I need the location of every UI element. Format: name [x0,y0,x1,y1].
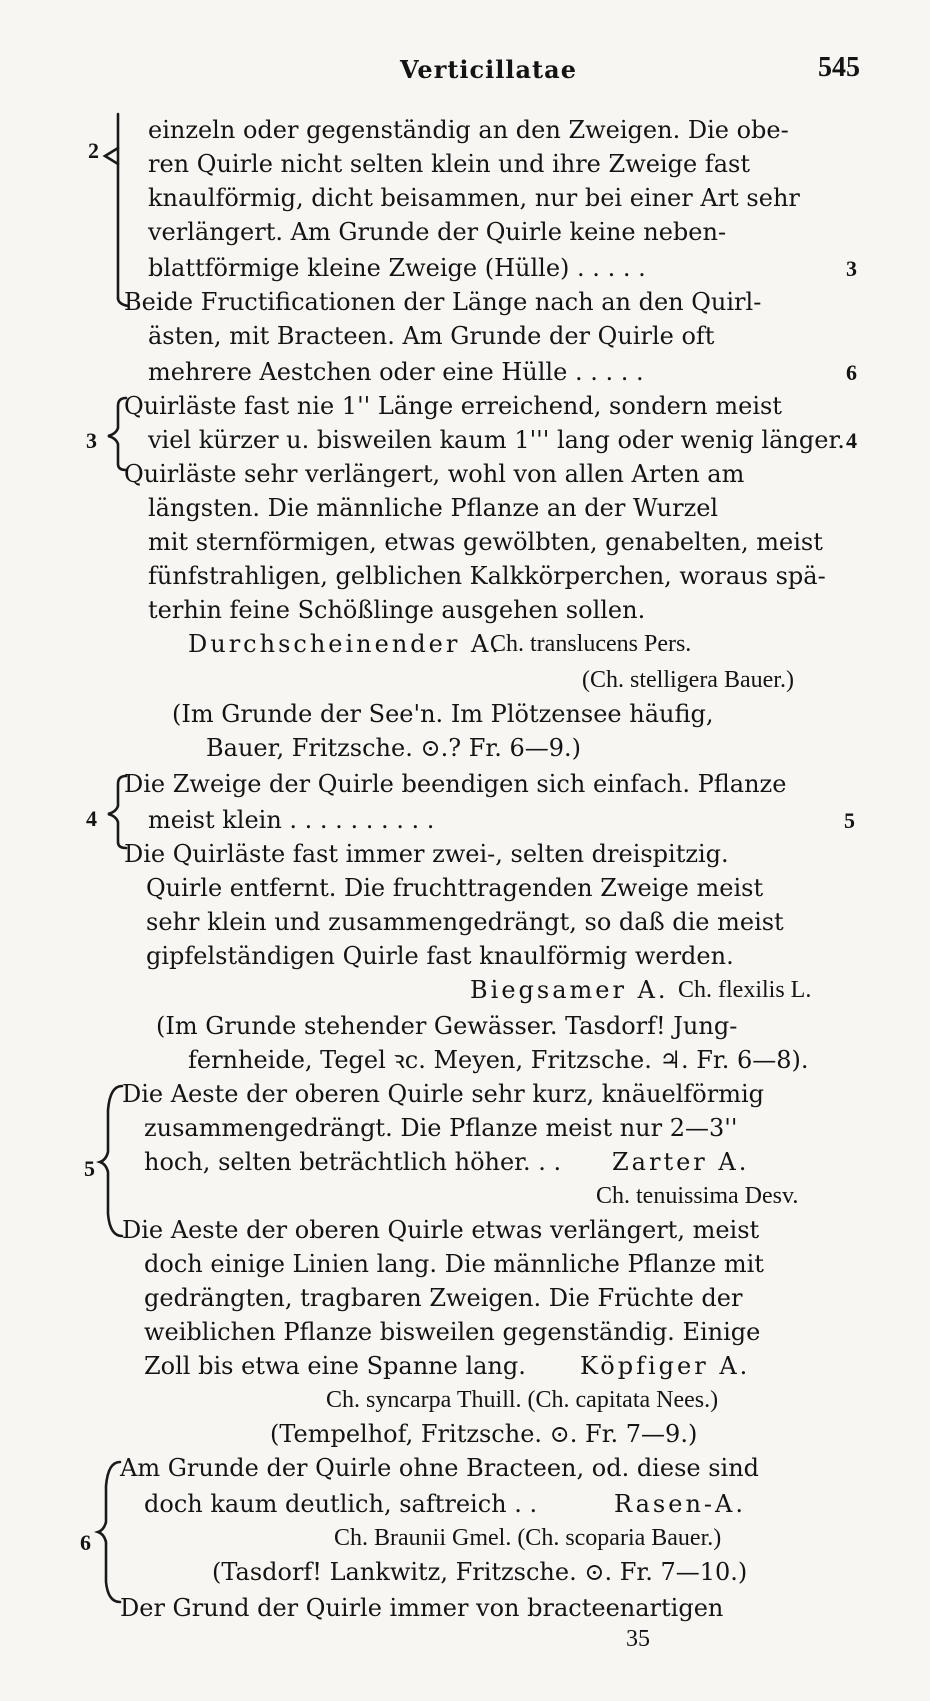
lead-4a-line-1: Die Zweige der Quirle beendigen sich einfach. Pflanze [124,770,787,798]
lead-3a-line-2: viel kürzer u. bisweilen kaum 1''' lang oder wenig länger. [148,426,845,454]
lead-6a-line-1: Am Grunde der Quirle ohne Bracteen, od. diese sind [120,1454,760,1482]
species-4-latin: Ch. syncarpa Thuill. (Ch. capitata Nees.) [326,1387,719,1413]
lead-5a-line-3: hoch, selten beträchtlich höher. . . [144,1148,562,1176]
key-number-6: 6 [80,1530,91,1555]
lead-6a-line-2: doch kaum deutlich, saftreich . . [144,1490,538,1518]
lead-2a-line-5: blattförmige kleine Zweige (Hülle) . . . . . [148,254,646,282]
species-1-latin: Ch. translucens Pers. [490,631,692,657]
lead-4b-line-4: gipfelständigen Quirle fast knaulförmig werden. [146,942,734,970]
lead-2a-target: 3 [846,256,857,281]
lead-4b-line-3: sehr klein und zusammengedrängt, so daß die meist [146,908,784,936]
lead-3b-line-2: längsten. Die männliche Pflanze an der Wurzel [148,494,719,522]
species-2-name: Biegsamer A. [470,976,669,1004]
lead-4a-target: 5 [844,808,855,833]
signature-mark: 35 [626,1626,650,1652]
lead-5a-line-2: zusammengedrängt. Die Pflanze meist nur 2—3'' [144,1114,738,1142]
species-1-name: Durchscheinender A. [188,630,502,658]
lead-3b-line-4: fünfstrahligen, gelblichen Kalkkörperchen, woraus spä- [148,562,826,590]
lead-5a-line-1: Die Aeste der oberen Quirle sehr kurz, knäuelförmig [122,1080,765,1108]
lead-2b-line-3: mehrere Aestchen oder eine Hülle . . . . . [148,358,644,386]
running-title: Verticillatae [400,55,577,84]
species-4-name: Köpfiger A. [580,1352,751,1380]
species-4-habitat: (Tempelhof, Fritzsche. ⊙. Fr. 7—9.) [270,1420,698,1448]
lead-5b-line-4: weiblichen Pflanze bisweilen gegenständig. Einige [144,1318,761,1346]
species-2-latin: Ch. flexilis L. [678,977,812,1003]
key-number-3: 3 [86,428,97,453]
lead-4b-line-1: Die Quirläste fast immer zwei-, selten dreispitzig. [124,840,729,868]
key-number-4: 4 [86,806,97,831]
lead-3b-line-5: terhin feine Schößlinge ausgehen sollen. [148,596,646,624]
lead-5b-line-5: Zoll bis etwa eine Spanne lang. [144,1352,526,1380]
lead-4a-line-2: meist klein . . . . . . . . . . [148,806,435,834]
lead-3a-target: 4 [846,428,857,453]
key-number-5: 5 [84,1156,95,1181]
lead-5b-line-3: gedrängten, tragbaren Zweigen. Die Früchte der [144,1284,743,1312]
page-number: 545 [818,52,860,83]
species-3-name: Zarter A. [612,1148,750,1176]
lead-5b-line-2: doch einige Linien lang. Die männliche Pflanze mit [144,1250,764,1278]
lead-3a-line-1: Quirläste fast nie 1'' Länge erreichend, sondern meist [124,392,782,420]
lead-2a-line-1: einzeln oder gegenständig an den Zweigen. Die obe- [148,116,789,144]
lead-3b-line-1: Quirläste sehr verlängert, wohl von allen Arten am [124,460,745,488]
species-5-habitat: (Tasdorf! Lankwitz, Fritzsche. ⊙. Fr. 7—10.) [212,1558,748,1586]
lead-6b-line-1: Der Grund der Quirle immer von bracteenartigen [120,1594,724,1622]
lead-2a-line-3: knaulförmig, dicht beisammen, nur bei einer Art sehr [148,184,800,212]
lead-2b-line-1: Beide Fructificationen der Länge nach an den Quirl- [124,288,762,316]
species-5-latin: Ch. Braunii Gmel. (Ch. scoparia Bauer.) [334,1525,722,1551]
lead-5b-line-1: Die Aeste der oberen Quirle etwas verlängert, meist [122,1216,760,1244]
lead-3b-line-3: mit sternförmigen, etwas gewölbten, genabelten, meist [148,528,823,556]
species-1-habitat-2: Bauer, Fritzsche. ⊙.? Fr. 6—9.) [206,734,581,762]
lead-2b-target: 6 [846,360,857,385]
lead-2a-line-2: ren Quirle nicht selten klein und ihre Zweige fast [148,150,750,178]
species-1-synonym: (Ch. stelligera Bauer.) [582,667,794,693]
species-5-name: Rasen-A. [614,1490,746,1518]
lead-2a-line-4: verlängert. Am Grunde der Quirle keine neben- [148,218,727,246]
lead-4b-line-2: Quirle entfernt. Die fruchttragenden Zweige meist [146,874,764,902]
species-3-latin: Ch. tenuissima Desv. [596,1183,799,1209]
species-2-habitat-1: (Im Grunde stehender Gewässer. Tasdorf! Jung- [156,1012,738,1040]
key-number-2: 2 [88,138,99,163]
lead-2b-line-2: ästen, mit Bracteen. Am Grunde der Quirle oft [148,322,715,350]
brace-key-2 [100,108,130,308]
species-2-habitat-2: fernheide, Tegel ꝛc. Meyen, Fritzsche. ♃. Fr. 6—8). [188,1046,809,1074]
species-1-habitat-1: (Im Grunde der See'n. Im Plötzensee häufig, [172,700,714,728]
